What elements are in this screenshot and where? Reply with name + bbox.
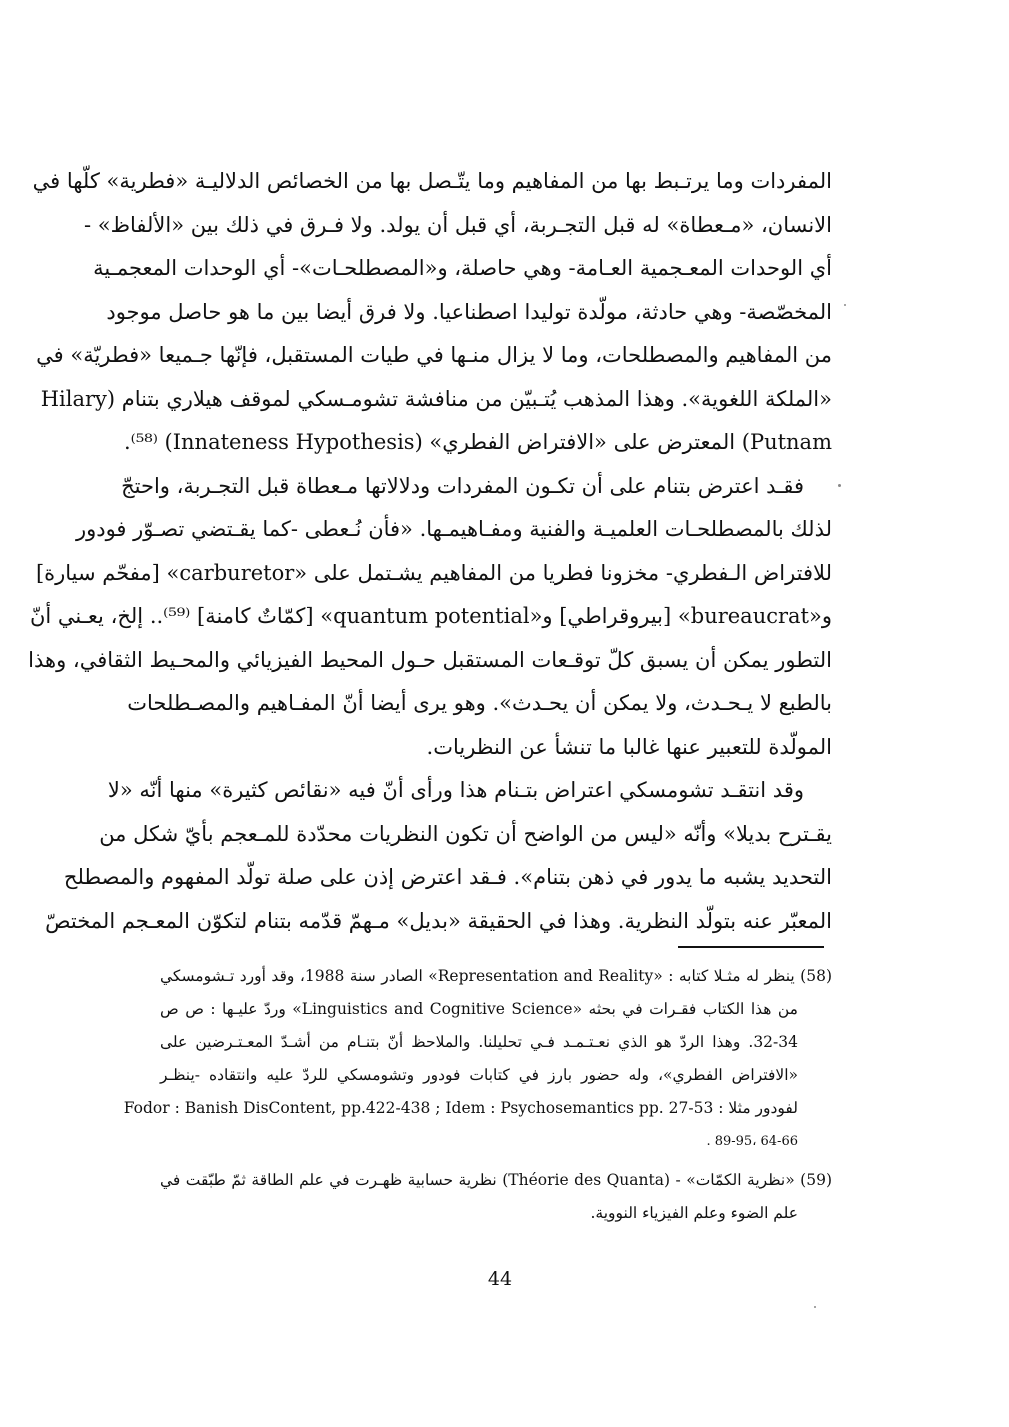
- footnote-line: من هذا الكتاب فقـرات في بحثه «Linguistics and Cognitive Science» وردّ عليـها : ص ص: [160, 1000, 798, 1018]
- body-line: للافتراض الـفطري- مخزونا فطريا من المفاهيم يشـتمل على «carburetor» [مفحّم سيارة]: [35, 560, 832, 585]
- body-line: «الملكة اللغوية». وهذا المذهب يُتـبيّن من منافشة تشومـسكي لموقف هيلاري بتنام (Hilary: [40, 386, 832, 411]
- footnote-line: علم الضوء وعلم الفيزياء النووية.: [590, 1204, 798, 1222]
- body-line: أي الوحدات المعـجمية العـامة- وهي حاصلة، و«المصطلحـات»- أي الوحدات المعجمـية: [93, 256, 832, 280]
- body-line: و«bureaucrat» [بيروقراطي] و«quantum potential» [كمّاتٌ كامنة] ⁽⁵⁹⁾.. إلخ، يعـني أنّ: [30, 604, 832, 628]
- body-line: بالطبع لا يـحـدث، ولا يمكن أن يحـدث». وهو يرى أيضا أنّ المفـاهيم والمصـطلحات: [127, 691, 832, 715]
- body-text: [28, 160, 832, 943]
- body-line: لذلك بالمصطلحـات العلميـة والفنية ومفـاهيمـها. «فأن نُـعطى -كما يقـتضي تصـوّر فودور: [75, 517, 832, 541]
- body-line: المولّدة للتعبير عنها غالبا ما تنشأ عن النظريات.: [426, 734, 832, 759]
- footnote-line: «الافتراض الفطري»، وله حضور بارز في كتابات فودور وتشومسكي للردّ عليه وانتقاده -ينظـر: [160, 1066, 798, 1084]
- scan-speck: [814, 1306, 816, 1308]
- body-line: التحديد يشبه ما يدور في ذهن بتنام». فـقد اعترض إذن على صلة تولّد المفهوم والمصطلح: [63, 865, 832, 889]
- footnote-line: 32-34. وهذا الردّ هو الذي نعـتـمـد فـي تحليلنا. والملاحظ أنّ بتنـام من أشـدّ المعـتـرضين على: [160, 1033, 798, 1051]
- body-line: من المفاهيم والمصطلحات، وما لا يزال منـها في طيات المستقبل، فإنّها جـميعا «فطريّة» في: [36, 343, 832, 367]
- footnote-line: لفودور مثلا : Fodor : Banish DisContent, pp.422-438 ; Idem : Psychosemantics pp. 27-53: [123, 1099, 798, 1117]
- body-line: فقـد اعترض بتنام على أن تكـون المفردات ودلالاتها مـعطاة قبل التجـربة، واحتجّ: [121, 473, 804, 498]
- body-line: المعبّر عنه بتولّد النظرية. وهذا في الحقيقة «بديل» مـهمّ قدّمه بتنام لتكوّن المعـجم المختصّ: [45, 908, 832, 933]
- footnote-line: (58) ينظر له مثـلا كتابه : «Representation and Reality» الصادر سنة 1988، وقد أورد تـشومسكي: [160, 967, 833, 985]
- footnote-line: (59) «نظرية الكمّات» - (Théorie des Quanta) نظرية حسابية ظهـرت في علم الطاقة ثمّ طبّقت في: [160, 1171, 833, 1189]
- body-line: التطور يمكن أن يسبق كلّ توقـعات المستقبل حـول المحيط الفيزيائي والمحـيط الثقافي، وهذا: [28, 647, 832, 672]
- scan-speck: [844, 304, 846, 306]
- body-line: المخصّصة- وهي حادثة، مولّدة توليدا اصطناعيا. ولا فرق أيضا بين ما هو حاصل موجود: [106, 299, 832, 324]
- body-line: يقـترح بديلا» وأنّه «ليس من الواضح أن تكون النظريات محدّدة للمـعجم بأيّ شكل من: [99, 821, 832, 846]
- body-line: وقد انتقـد تشومسكي اعتراض بتـنام هذا ورأى أنّ فيه «نقائص كثيرة» منها أنّه «لا: [107, 778, 804, 802]
- body-line: المفردات وما يرتـبط بها من المفاهيم وما يتّـصل بها من الخصائص الدلاليـة «فطرية» كلّها في: [32, 169, 832, 193]
- footnotes: [123, 960, 833, 1230]
- page-number: 44: [487, 1268, 513, 1290]
- footnote-line: 64-66 ،89-95 .: [706, 1134, 798, 1149]
- footnote-separator: [678, 946, 824, 948]
- body-line: الانسان، «مـعطاة» له قبل التجـربة، أي قبل أن يولد. ولا فـرق في ذلك بين «الألفاظ» -: [83, 212, 832, 237]
- body-line: Putnam) المعترض على «الافتراض الفطري» (Innateness Hypothesis) ⁽⁵⁸⁾.: [124, 430, 832, 454]
- scan-speck: [838, 484, 841, 487]
